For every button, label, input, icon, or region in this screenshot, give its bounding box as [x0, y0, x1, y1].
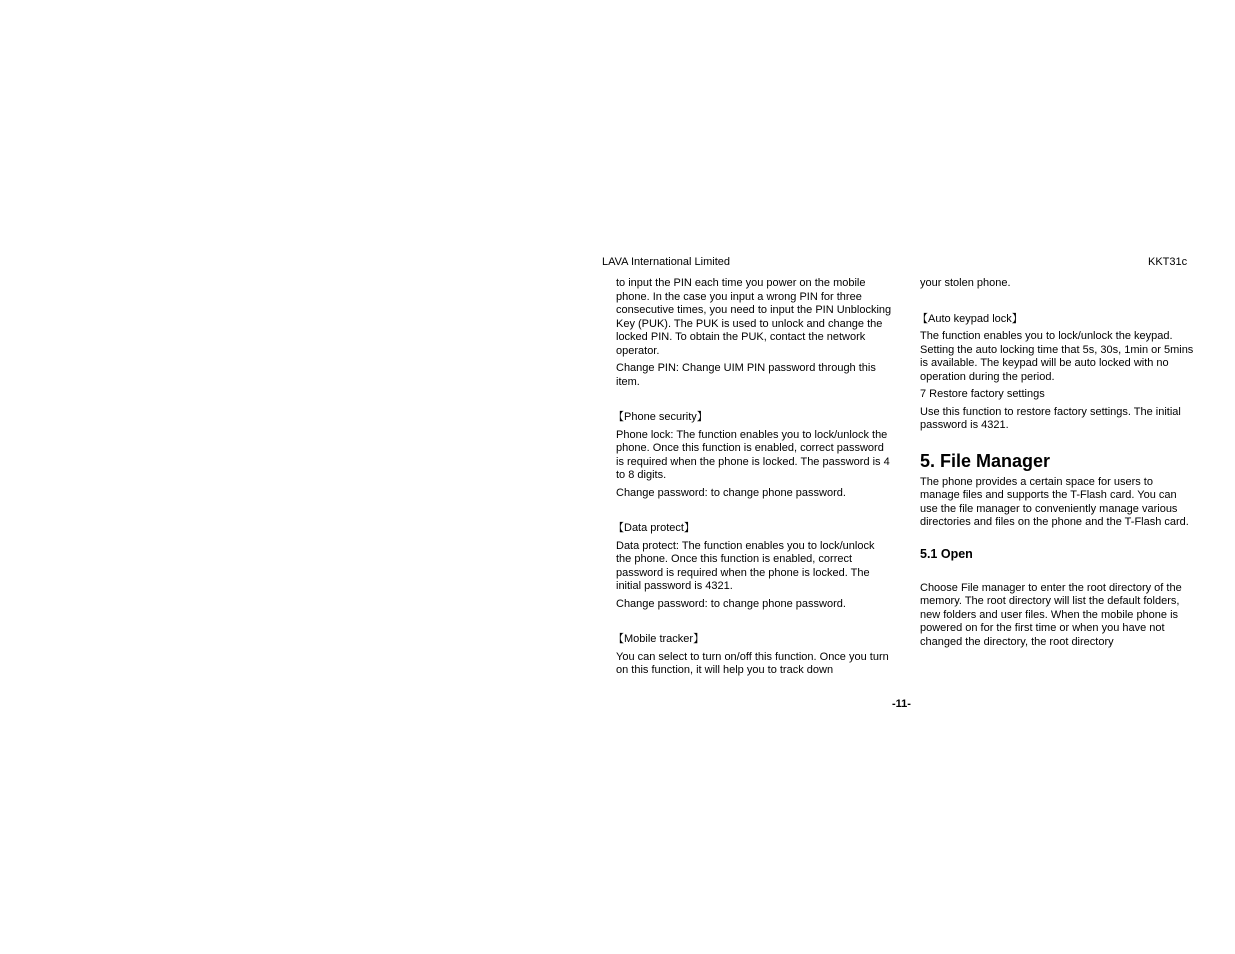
stolen-phone-paragraph: your stolen phone. — [920, 277, 1011, 289]
right-column — [917, 277, 1195, 649]
model-number: KKT31c — [1148, 256, 1188, 268]
phone-security-heading: 【Phone security】 — [613, 411, 708, 423]
auto-keypad-heading: 【Auto keypad lock】 — [917, 312, 1023, 325]
change-password-paragraph-2: Change password: to change phone password. — [616, 597, 846, 610]
mobile-tracker-paragraph: You can select to turn on/off this function. Once you turn on this function, it will help you to track down — [616, 650, 889, 676]
restore-paragraph: Use this function to restore factory settings. The initial password is 4321. — [920, 405, 1181, 431]
left-column — [613, 277, 892, 678]
data-protect-paragraph: Data protect: The function enables you to lock/unlock the phone. Once this function is enabled, correct password is required when the phone is locked. The initial password is 4321. — [616, 539, 875, 592]
page-number: -11- — [892, 698, 911, 710]
phone-lock-paragraph: Phone lock: The function enables you to lock/unlock the phone. Once this function is enabled, correct password is required when the phone is locked. The password is 4 to 8 digits. — [616, 428, 890, 481]
auto-keypad-paragraph: The function enables you to lock/unlock the keypad. Setting the auto locking time that 5s, 30s, 1min or 5mins is available. The keypad will be auto locked with no operation during the period. — [920, 330, 1194, 383]
pin-paragraph: to input the PIN each time you power on the mobile phone. In the case you input a wrong PIN for three consecutive times, you need to input the PIN Unblocking Key (PUK). The PUK is used to unlock and change the locked PIN. To obtain the PUK, contact the network operator. — [616, 277, 892, 357]
open-paragraph: Choose File manager to enter the root directory of the memory. The root directory will list the default folders, new folders and user files. When the mobile phone is powered on for the first time or when you have not changed the directory, the root directory — [920, 581, 1182, 648]
restore-heading: 7 Restore factory settings — [920, 388, 1045, 400]
company-name: LAVA International Limited — [602, 256, 731, 268]
change-password-paragraph: Change password: to change phone password. — [616, 486, 846, 499]
mobile-tracker-heading: 【Mobile tracker】 — [613, 633, 705, 645]
section-title: 5. File Manager — [920, 450, 1051, 471]
change-pin-paragraph: Change PIN: Change UIM PIN password through this item. — [616, 362, 876, 388]
subsection-title: 5.1 Open — [920, 546, 973, 561]
data-protect-heading: 【Data protect】 — [613, 522, 695, 534]
section-intro: The phone provides a certain space for users to manage files and supports the T-Flash card. You can use the file manager to conveniently manage various directories and files on the phone and the T-Flash card. — [920, 475, 1189, 528]
